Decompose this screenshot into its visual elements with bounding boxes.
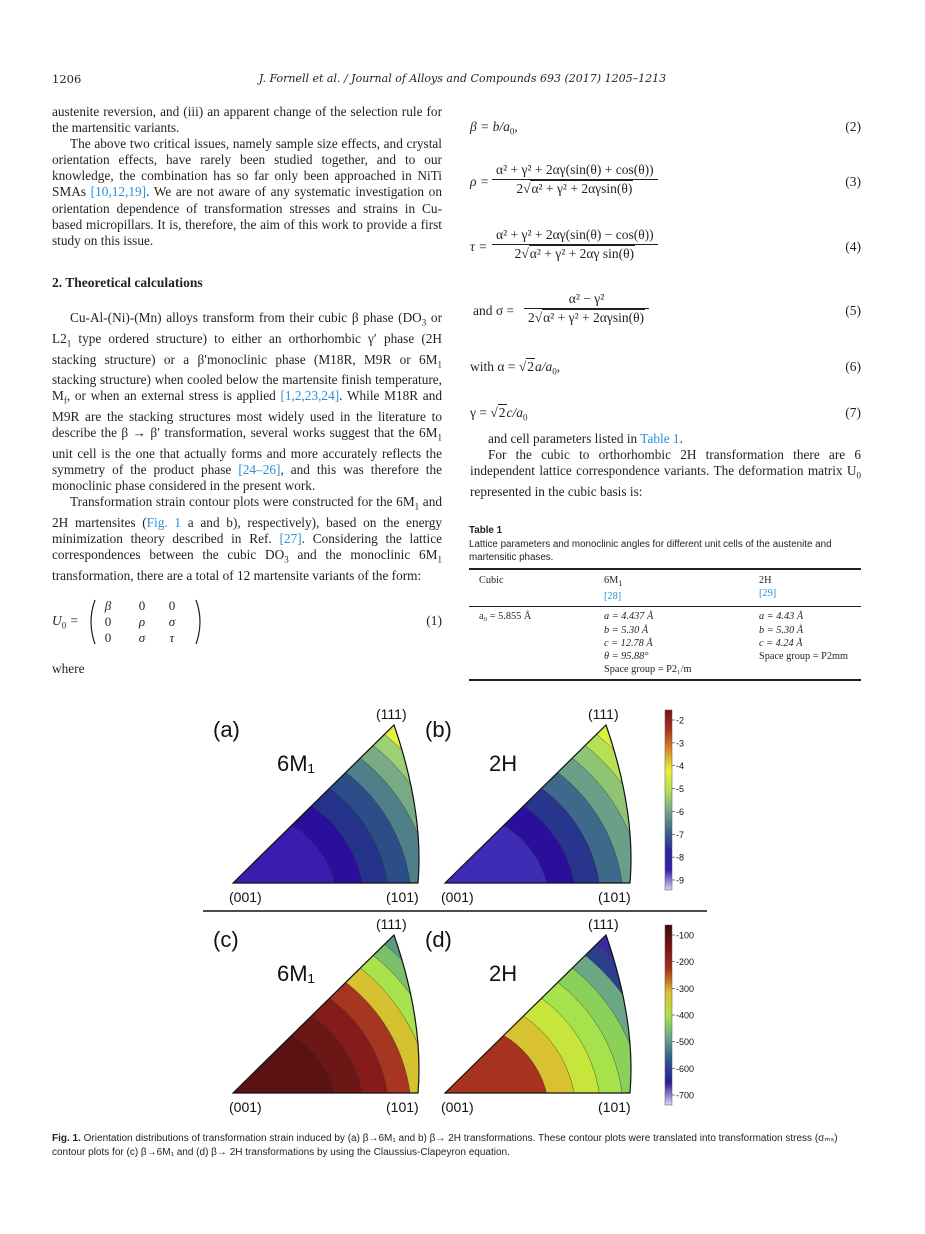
colorbar-stress	[665, 925, 694, 1105]
panel-phase: 6M₁	[277, 961, 315, 986]
table-link[interactable]: Table 1	[640, 431, 680, 446]
panel-phase: 6M₁	[277, 751, 315, 776]
panel-letter: (c)	[213, 927, 239, 952]
table-body	[469, 607, 861, 679]
matrix-cell: β	[104, 598, 112, 613]
pole-001: (001)	[229, 889, 262, 905]
colorbar-tick: -500	[676, 1037, 695, 1048]
paragraph-ortho: For the cubic to orthorhombic 2H transformation there are 6 independent lattice correspondence variants. The deformation matrix $U_0$ represented in the cubic basis is:	[470, 447, 861, 499]
pole-111: (111)	[376, 916, 407, 932]
colorbar-strain	[665, 710, 684, 890]
matrix-cell: τ	[169, 630, 175, 645]
colorbar-tick: -600	[676, 1063, 695, 1074]
figure-caption: Fig. 1. Orientation distributions of transformation strain induced by (a) β→6M₁ and b) β→ 2H transformations. These contour plots were translated into transformation stress (σₘₛ) contour plots for (c) β→6M₁ and (d) β→ 2H transformations by using the Claussius-Clapeyron equation.	[52, 1133, 838, 1158]
equation-3: ρ = $\frac{\text{α² + γ² + 2αγ(sin(θ) + cos(θ))}}{\text{2√α² + γ² + 2αγsin(θ)}}$ (3)	[470, 162, 861, 196]
panel-letter: (a)	[213, 717, 240, 742]
eq7-number: (7)	[845, 405, 861, 420]
colorbar-tick: -6	[676, 806, 685, 817]
ref-link[interactable]: [28]	[604, 591, 622, 603]
equation-4: τ = $\frac{\text{α² + γ² + 2αγ(sin(θ) − cos(θ))}}{\text{2√α² + γ² + 2αγ sin(θ)}}$ (4)	[470, 227, 861, 261]
section-heading: 2. Theoretical calculations	[52, 275, 203, 290]
matrix-cell: 0	[104, 630, 112, 645]
cubic-values: a₀ = 5.855 Å	[479, 611, 532, 623]
colorbar-tick: -3	[676, 738, 685, 749]
running-title: J. Fornell et al. / Journal of Alloys and Compounds 693 (2017) 1205–1213	[258, 72, 667, 85]
equation-1	[52, 598, 442, 646]
eq1-number: (1)	[426, 613, 442, 628]
ref-link[interactable]: [10,12,19]	[90, 184, 147, 200]
table-header-row	[469, 570, 861, 603]
where-text: where	[52, 661, 85, 676]
contour-panel	[195, 872, 488, 1120]
ref-link[interactable]: [24–26]	[238, 462, 281, 478]
left-column	[52, 104, 442, 249]
pole-111: (111)	[376, 706, 407, 722]
text: . We are not aware of any systematic investigation on orientation dependence of transformation stresses and strains in Cu-based micropillars. It is, therefore, the aim of this work to provide a first study on this issue.	[52, 184, 442, 248]
eq2-number: (2)	[845, 119, 861, 134]
paragraph-3: Cu-Al-(Ni)-(Mn) alloys transform from their cubic β phase ($DO_3$ or $L2_1$ type ordered structure) to either an orthorhombic γ′ phase (2H stacking structure) or a β′monoclinic phase (M18R, M9R or $6M_1$ stacking structure) when cooled below the martensite finish temperature, $M_f$, or when an external stress is applied [1,2,23,24]. While M18R and M9R are the stacking structures most widely used in the literature to describe the β → β′ transformation, several works suggest that the $6M_1$ unit cell is the one that actually forms and more accurately reflects the symmetry of the product phase [24–26], and this was therefore the monoclinic phase considered in the present work.	[52, 310, 443, 494]
matrix-cell: 0	[138, 598, 146, 613]
colorbar-tick: -2	[676, 715, 685, 726]
matrix-cell: 0	[104, 614, 112, 629]
equation-6: with $\alpha = √2a/a_0$, (6)	[470, 359, 861, 377]
colorbar-strip	[665, 710, 672, 890]
right-column-text	[470, 431, 861, 500]
colorbar-tick: -200	[676, 957, 695, 968]
paragraph-4: Transformation strain contour plots were constructed for the $6M_1$ and 2H martensites (Fig. 1 a and b), respectively), based on the energy minimization theory described in Ref. [27]. Considering the lattice correspondences between the cubic $DO_3$ and the monoclinic $6M_1$ transformation, there are a total of 12 martensite variants of the form:	[52, 494, 443, 583]
colorbar-tick: -300	[676, 983, 695, 994]
6m1-values: a = 4.437 Å b = 5.30 Å c = 12.78 Å θ = 95.88° Space group = P2₁/m	[604, 611, 692, 676]
header-6m1: $6M_1$ [28]	[604, 575, 623, 603]
fig-link[interactable]: Fig. 1	[146, 514, 182, 530]
colorbar-tick: -5	[676, 784, 685, 795]
ref-link[interactable]: [1,2,23,24]	[280, 388, 340, 404]
ref-link[interactable]: [27]	[279, 531, 302, 547]
page-number: 1206	[52, 72, 82, 86]
eq1-matrix	[86, 598, 216, 646]
colorbar-tick: -7	[676, 829, 685, 840]
table-caption: Lattice parameters and monoclinic angles for different unit cells of the austenite and martensitic phases.	[469, 539, 832, 563]
colorbar-tick: -9	[676, 875, 685, 886]
pole-101: (101)	[386, 1099, 419, 1115]
panel-letter: (d)	[425, 927, 452, 952]
panel-phase: 2H	[489, 961, 518, 986]
eq1-lhs: $U_0$ =	[52, 613, 79, 631]
table-row	[469, 607, 861, 679]
ref-link[interactable]: [29]	[759, 588, 777, 600]
paragraph-2	[52, 136, 442, 249]
pole-001: (001)	[229, 1099, 262, 1115]
matrix-cell: σ	[138, 630, 146, 645]
panel-phase: 2H	[489, 751, 518, 776]
paragraph-cell: and cell parameters listed in Table 1.	[488, 431, 683, 446]
matrix-cell: ρ	[138, 614, 146, 629]
colorbar-tick: -700	[676, 1090, 695, 1101]
matrix-cell: 0	[168, 598, 176, 613]
equation-7: $\gamma = √2c/a_0$ (7)	[470, 405, 861, 423]
pole-001: (001)	[441, 1099, 474, 1115]
colorbar-tick: -8	[676, 852, 685, 863]
panel-letter: (b)	[425, 717, 452, 742]
paragraph-continued: austenite reversion, and (iii) an apparent change of the selection rule for the martensitic variants.	[52, 104, 442, 136]
left-column-2	[52, 310, 442, 584]
table-grid	[469, 570, 861, 603]
eq4-number: (4)	[845, 239, 861, 254]
eq5-number: (5)	[845, 303, 861, 318]
header-2h: 2H [29]	[759, 575, 777, 600]
colorbar-strip	[665, 925, 672, 1105]
pole-111: (111)	[588, 916, 619, 932]
pole-101: (101)	[598, 889, 631, 905]
2h-values: a = 4.43 Å b = 5.30 Å c = 4.24 Å Space group = P2mm	[759, 611, 849, 663]
table-label: Table 1	[469, 525, 503, 536]
figure-1	[195, 700, 715, 1120]
matrix-cell: σ	[168, 614, 176, 629]
table-1	[469, 525, 861, 681]
eq3-number: (3)	[845, 174, 861, 189]
pole-001: (001)	[441, 889, 474, 905]
equation-2: $\beta = b/a_0$, (2)	[470, 119, 861, 137]
colorbar-tick: -4	[676, 761, 685, 772]
equation-5: and σ = $\frac{\text{α² − γ²}}{\text{2√α² + γ² + 2αγsin(θ)}}$ (5)	[473, 291, 861, 325]
colorbar-tick: -400	[676, 1010, 695, 1021]
colorbar-tick: -100	[676, 930, 695, 941]
pole-101: (101)	[598, 1099, 631, 1115]
header-cubic: Cubic	[479, 575, 504, 586]
pole-101: (101)	[386, 889, 419, 905]
eq6-number: (6)	[845, 359, 861, 374]
text: The above two critical issues, namely sample size effects, and crystal orientation effects, have rarely been studied together, and to our knowledge, the combination has so far only been approached in NiTi SMAs	[52, 136, 442, 200]
pole-111: (111)	[588, 706, 619, 722]
